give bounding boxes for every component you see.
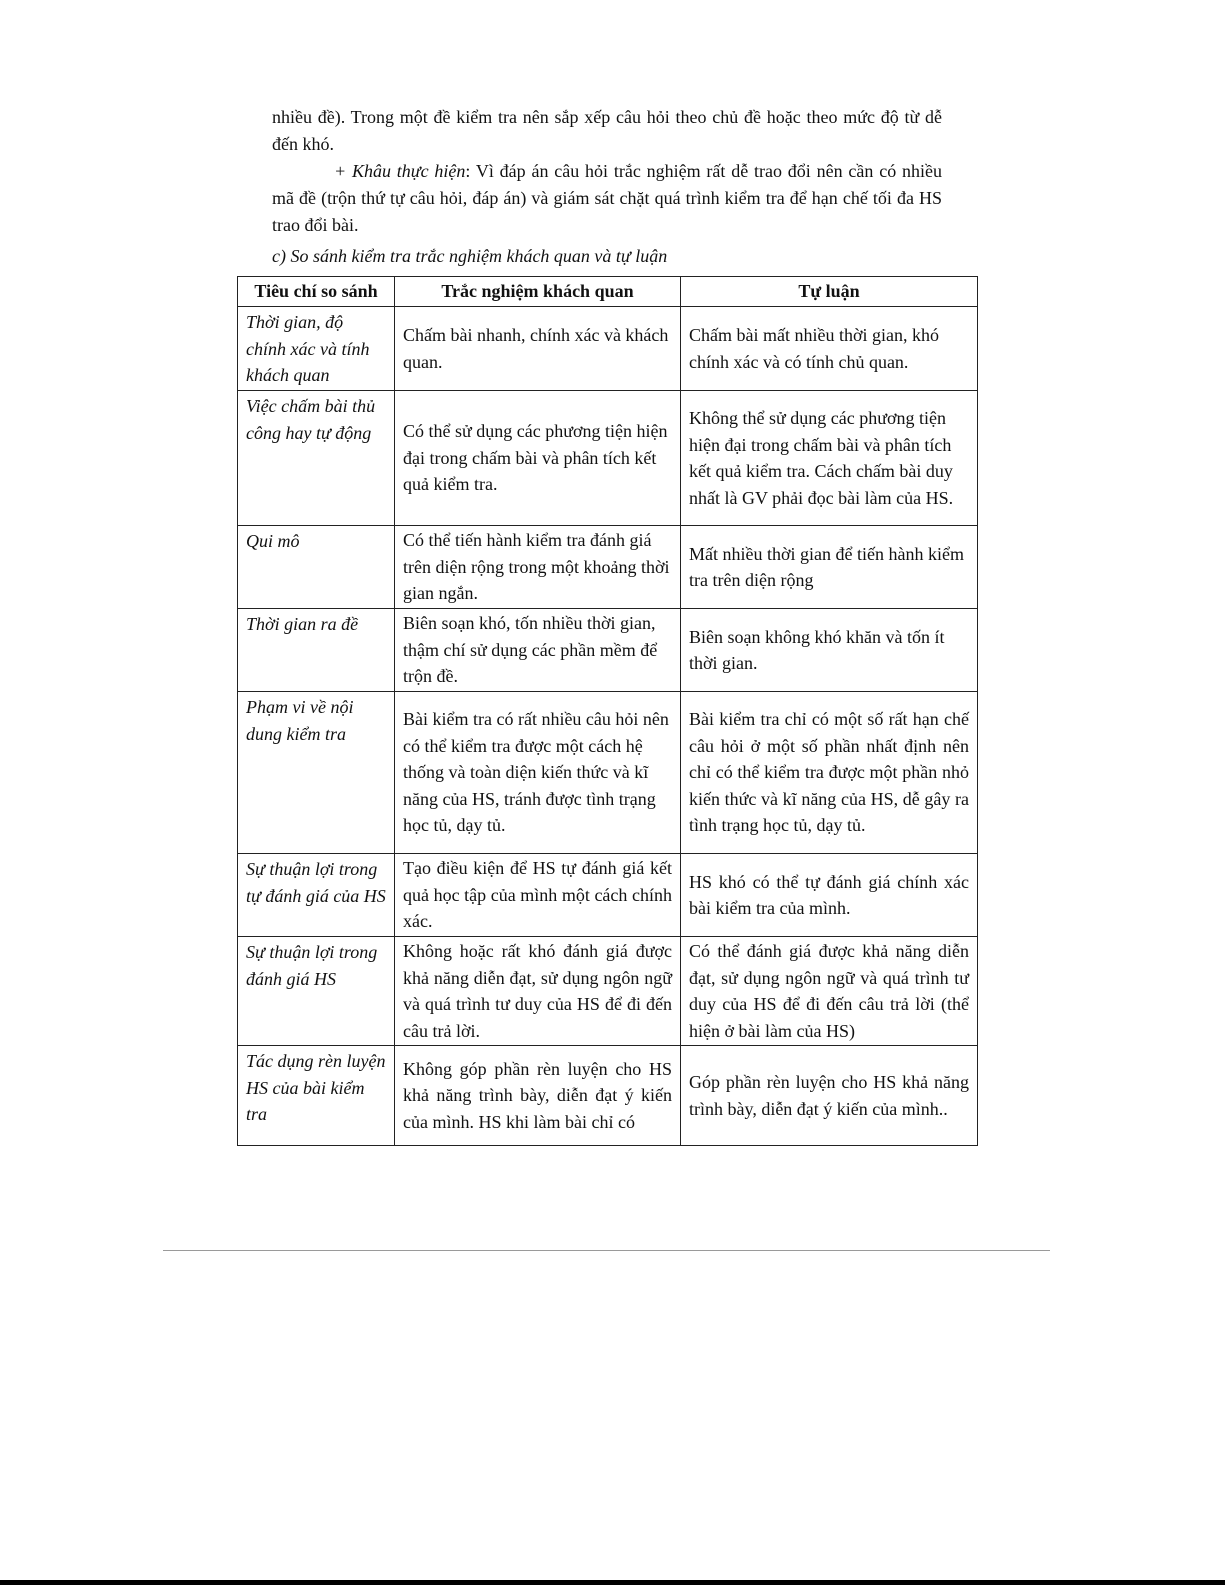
header-essay: Tự luận [681,277,978,307]
intro-paragraph: nhiều đề). Trong một đề kiểm tra nên sắp xếp câu hỏi theo chủ đề hoặc theo mức độ từ dễ đến khó. [272,107,942,154]
table-row [238,526,978,609]
row-criteria: Sự thuận lợi trong đánh giá HS [238,937,395,1046]
row-criteria: Thời gian ra đề [238,609,395,692]
header-objective: Trắc nghiệm khách quan [395,277,681,307]
row-objective: Bài kiểm tra có rất nhiều câu hỏi nên có thể kiểm tra được một cách hệ thống và toàn diện kiến thức và kĩ năng của HS, tránh được tình trạng học tủ, dạy tủ. [395,692,681,854]
row-essay: Bài kiểm tra chỉ có một số rất hạn chế câu hỏi ở một số phần nhất định nên chỉ có thể kiểm tra được một phần nhỏ kiến thức và kĩ năng của HS, dễ gây ra tình trạng học tủ, dạy tủ. [681,692,978,854]
table-row [238,1046,978,1146]
implementation-paragraph [272,158,942,239]
implementation-text: : Vì đáp án câu hỏi trắc nghiệm rất dễ trao đổi nên cần có nhiều mã đề (trộn thứ tự câu hỏi, đáp án) và giám sát chặt quá trình kiểm tra để hạn chế tối đa HS trao đổi bài. [272,161,942,235]
row-criteria: Tác dụng rèn luyện HS của bài kiểm tra [238,1046,395,1146]
header-criteria: Tiêu chí so sánh [238,277,395,307]
row-objective: Không góp phần rèn luyện cho HS khả năng trình bày, diễn đạt ý kiến của mình. HS khi làm bài chỉ có [395,1046,681,1146]
row-criteria: Việc chấm bài thủ công hay tự động [238,391,395,526]
row-essay: Mất nhiều thời gian để tiến hành kiểm tra trên diện rộng [681,526,978,609]
row-objective: Có thể tiến hành kiểm tra đánh giá trên diện rộng trong một khoảng thời gian ngắn. [395,526,681,609]
section-heading: c) So sánh kiểm tra trắc nghiệm khách quan và tự luận [272,246,668,266]
row-criteria: Qui mô [238,526,395,609]
row-essay: Góp phần rèn luyện cho HS khả năng trình bày, diễn đạt ý kiến của mình.. [681,1046,978,1146]
row-essay: HS khó có thể tự đánh giá chính xác bài kiểm tra của mình. [681,854,978,937]
row-criteria: Thời gian, độ chính xác và tính khách quan [238,307,395,391]
table-row [238,307,978,391]
bottom-edge-strip [0,1580,1225,1585]
row-essay: Có thể đánh giá được khả năng diễn đạt, sử dụng ngôn ngữ và quá trình tư duy của HS để đi đến câu trả lời (thể hiện ở bài làm của HS) [681,937,978,1046]
row-objective: Chấm bài nhanh, chính xác và khách quan. [395,307,681,391]
table-row [238,937,978,1046]
row-essay: Chấm bài mất nhiều thời gian, khó chính xác và có tính chủ quan. [681,307,978,391]
table-row [238,854,978,937]
table-row [238,609,978,692]
row-criteria: Sự thuận lợi trong tự đánh giá của HS [238,854,395,937]
implementation-label: + Khâu thực hiện [334,161,466,181]
row-objective: Không hoặc rất khó đánh giá được khả năng diễn đạt, sử dụng ngôn ngữ và quá trình tư duy của HS để đi đến câu trả lời. [395,937,681,1046]
footer-divider [163,1250,1050,1251]
row-essay: Biên soạn không khó khăn và tốn ít thời gian. [681,609,978,692]
row-objective: Biên soạn khó, tốn nhiều thời gian, thậm chí sử dụng các phần mềm để trộn đề. [395,609,681,692]
row-objective: Có thể sử dụng các phương tiện hiện đại trong chấm bài và phân tích kết quả kiểm tra. [395,391,681,526]
comparison-table [237,276,978,1146]
table-row [238,391,978,526]
row-essay: Không thể sử dụng các phương tiện hiện đại trong chấm bài và phân tích kết quả kiểm tra. Cách chấm bài duy nhất là GV phải đọc bài làm của HS. [681,391,978,526]
row-objective: Tạo điều kiện để HS tự đánh giá kết quả học tập của mình một cách chính xác. [395,854,681,937]
table-row [238,692,978,854]
table-header-row [238,277,978,307]
row-criteria: Phạm vi về nội dung kiểm tra [238,692,395,854]
